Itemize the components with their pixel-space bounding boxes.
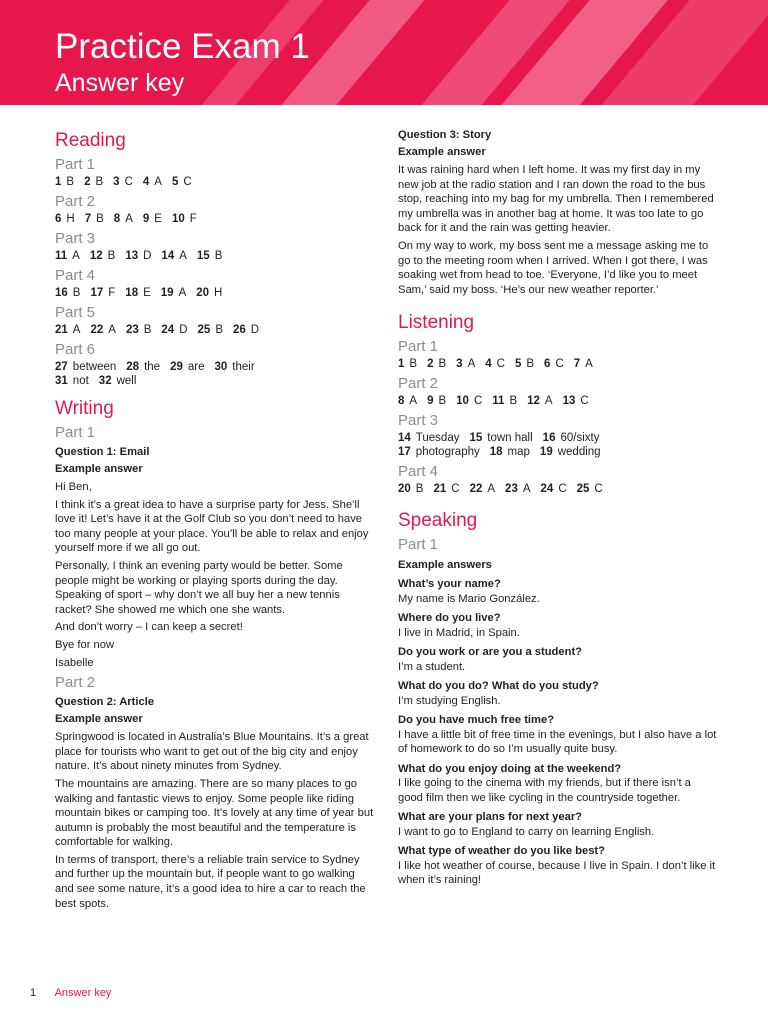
speaking-answer: I want to go to England to carry on learning English.: [398, 825, 655, 838]
answer-item: 25 B: [197, 324, 223, 336]
answer-item: 21 C: [433, 483, 460, 496]
answer-item: 16 B: [55, 287, 81, 299]
reading-part-label: Part 5: [55, 304, 96, 321]
writing-q3-title: Question 3: Story: [398, 129, 492, 141]
speaking-question: Do you have much free time?: [398, 714, 555, 727]
reading-part1-answers: [55, 175, 375, 189]
paragraph: Personally, I think an evening party would be better. Some people might be working or playing sports during the day. Speaking of sport – why don’t we all buy her a new tennis racket? She showed me which one she wants.: [55, 559, 343, 616]
paragraph: It was raining hard when I left home. It was my first day in my new job at the radio station and I ran down the road to the bus stop, reaching into my bag for my umbrella. Then I remembered my umbrella was in another bag at home. It was too late to go back for it and the rain was getting heavier.: [398, 164, 714, 235]
writing-q1-title: Question 1: Email: [55, 446, 150, 458]
answer-item: 24 C: [540, 483, 567, 496]
reading-part4-answers: [55, 286, 375, 300]
writing-q2-body: [55, 730, 375, 911]
answer-item: 9 B: [427, 395, 447, 408]
paragraph: And don’t worry – I can keep a secret!: [55, 621, 243, 634]
paragraph: Hi Ben,: [55, 481, 92, 493]
speaking-part1-label: Part 1: [398, 536, 439, 554]
speaking-qa-list: [398, 577, 718, 888]
answer-item: 14 A: [161, 250, 187, 262]
listening-part-label: Part 4: [398, 463, 439, 481]
answer-item: 4 C: [485, 358, 505, 371]
answer-item: 16 60/sixty: [542, 432, 600, 445]
answer-item: 32 well: [98, 375, 137, 387]
answer-item: 1 B: [55, 176, 75, 188]
answer-item: 26 D: [232, 324, 260, 336]
answer-item: 30 their: [214, 361, 255, 373]
speaking-question: Do you work or are you a student?: [398, 646, 582, 659]
answer-item: 12 B: [89, 250, 116, 262]
speaking-answer: I live in Madrid, in Spain.: [398, 626, 520, 639]
page-title: Practice Exam 1: [55, 27, 310, 66]
reading-part-label: Part 6: [55, 341, 96, 358]
listening-part-label: Part 1: [398, 338, 439, 356]
speaking-example-label: Example answers: [398, 559, 492, 572]
speaking-answer: I like going to the cinema with my friends, but if there isn’t a good film then we like cycling in the countryside together.: [398, 777, 691, 804]
writing-q1-body: [55, 480, 375, 670]
writing-heading: Writing: [55, 398, 114, 419]
answer-item: 10 F: [171, 213, 197, 225]
answer-item: 12 A: [527, 395, 553, 408]
speaking-question: Where do you live?: [398, 612, 501, 625]
answer-item: 29 are: [170, 361, 205, 373]
answer-item: 20 B: [398, 483, 424, 496]
page-footer: [30, 987, 111, 999]
answer-item: 14 Tuesday: [398, 432, 460, 445]
reading-part6-answers: [55, 360, 375, 388]
reading-part-label: Part 2: [55, 193, 96, 210]
answer-item: 23 A: [505, 483, 531, 496]
answer-item: 7 A: [573, 358, 593, 371]
speaking-question: What are your plans for next year?: [398, 811, 583, 824]
speaking-question: What do you do? What do you study?: [398, 680, 599, 693]
paragraph: In terms of transport, there’s a reliable train service to Sydney and further up the mountain but, if people want to go walking and see some nature, it’s a good idea to hire a car to reach the best spots.: [55, 853, 366, 910]
reading-part-label: Part 1: [55, 156, 96, 173]
reading-part-label: Part 4: [55, 267, 96, 284]
answer-item: 1 B: [398, 358, 418, 371]
listening-part4-answers: [398, 482, 718, 496]
right-column: [398, 128, 718, 888]
answer-item: 8 A: [398, 395, 418, 408]
listening-part3-answers: [398, 431, 718, 459]
answer-item: 8 A: [113, 213, 133, 225]
answer-item: 9 E: [142, 213, 162, 225]
reading-part5-answers: [55, 323, 375, 337]
answer-item: 19 A: [160, 287, 187, 299]
answer-item: 2 B: [84, 176, 104, 188]
speaking-question: What type of weather do you like best?: [398, 845, 605, 858]
speaking-question: What do you enjoy doing at the weekend?: [398, 762, 622, 775]
listening-part-label: Part 2: [398, 375, 439, 393]
answer-item: 2 B: [427, 358, 447, 371]
reading-heading: Reading: [55, 130, 126, 151]
answer-item: 17 F: [90, 287, 116, 299]
answer-item: 5 C: [171, 176, 192, 188]
answer-item: 28 the: [126, 361, 161, 373]
reading-part3-answers: [55, 249, 375, 263]
answer-item: 3 A: [456, 358, 476, 371]
writing-q2-title: Question 2: Article: [55, 696, 155, 709]
answer-item: 22 A: [90, 324, 116, 336]
answer-item: 7 B: [84, 213, 104, 225]
speaking-answer: I’m a student.: [398, 660, 466, 673]
paragraph: The mountains are amazing. There are so many places to go walking and fantastic views to enjoy. Some people like riding mountain bikes or camping too. It’s lovely at any time of year but autumn is probably the most beautiful and the temperature is comfortable for walking.: [55, 777, 374, 849]
paragraph: Springwood is located in Australia’s Blue Mountains. It’s a great place for tourists who want to get out of the big city and enjoy nature. It’s about ninety minutes from Sydney.: [55, 731, 369, 773]
listening-part2-answers: [398, 394, 718, 408]
page-number: 1: [30, 987, 37, 999]
answer-item: 4 A: [142, 176, 162, 188]
answer-item: 13 C: [562, 395, 589, 408]
answer-item: 15 B: [196, 250, 223, 262]
writing-q2-example-label: Example answer: [55, 713, 143, 726]
paragraph: Bye for now: [55, 638, 115, 651]
writing-q3-example-label: Example answer: [398, 146, 486, 158]
reading-part2-answers: [55, 212, 375, 226]
writing-q3-body: [398, 163, 718, 297]
writing-q1-example-label: Example answer: [55, 463, 143, 475]
writing-part1-label: Part 1: [55, 424, 96, 441]
answer-item: 11 A: [55, 250, 80, 262]
speaking-heading: Speaking: [398, 510, 478, 532]
speaking-question: What’s your name?: [398, 578, 501, 591]
page-subtitle: Answer key: [55, 69, 185, 97]
answer-item: 6 H: [55, 213, 75, 225]
answer-item: 11 B: [492, 395, 518, 408]
answer-item: 6 C: [544, 358, 564, 371]
paragraph: On my way to work, my boss sent me a message asking me to go to the meeting room when I arrived. When I got there, I was soaking wet from head to toe. ‘Everyone, I’d like you to meet Sam,’ said my boss. ‘He’s our new weather reporter.’: [398, 239, 709, 296]
speaking-answer: I’m studying English.: [398, 694, 501, 707]
listening-part-label: Part 3: [398, 412, 439, 430]
listening-part1-answers: [398, 357, 718, 371]
speaking-answer: My name is Mario González.: [398, 592, 540, 605]
answer-item: 25 C: [576, 483, 603, 496]
answer-item: 23 B: [125, 324, 152, 336]
answer-item: 20 H: [196, 287, 223, 299]
paragraph: Isabelle: [55, 656, 94, 669]
answer-item: 19 wedding: [539, 446, 601, 459]
answer-item: 15 town hall: [469, 432, 533, 445]
answer-item: 5 B: [514, 358, 535, 371]
footer-label: Answer key: [54, 987, 112, 999]
answer-item: 13 D: [125, 250, 152, 262]
paragraph: I think it’s a great idea to have a surprise party for Jess. She’ll love it! Let’s have it at the Golf Club so you don’t need to have too many people at your place. You’ll be able to relax and enjoy yourself more if we all go out.: [55, 498, 369, 555]
header-banner: [0, 0, 768, 105]
left-column: [55, 130, 375, 914]
answer-item: 21 A: [55, 324, 81, 336]
speaking-answer: I have a little bit of free time in the evenings, but I also have a lot of homework to do so I’m usually quite busy.: [398, 728, 717, 756]
answer-item: 17 photography: [398, 446, 480, 459]
answer-item: 27 between: [55, 361, 117, 373]
answer-item: 18 E: [125, 287, 151, 299]
writing-part2-label: Part 2: [55, 674, 96, 692]
answer-item: 3 C: [113, 176, 133, 188]
answer-item: 31 not: [55, 375, 89, 387]
answer-item: 18 map: [489, 446, 530, 459]
answer-item: 10 C: [456, 395, 483, 408]
answer-item: 22 A: [469, 483, 496, 496]
answer-item: 24 D: [161, 324, 188, 336]
listening-heading: Listening: [398, 312, 475, 334]
reading-part-label: Part 3: [55, 230, 96, 247]
speaking-answer: I like hot weather of course, because I live in Spain. I don’t like it when it’s raining!: [398, 859, 716, 887]
